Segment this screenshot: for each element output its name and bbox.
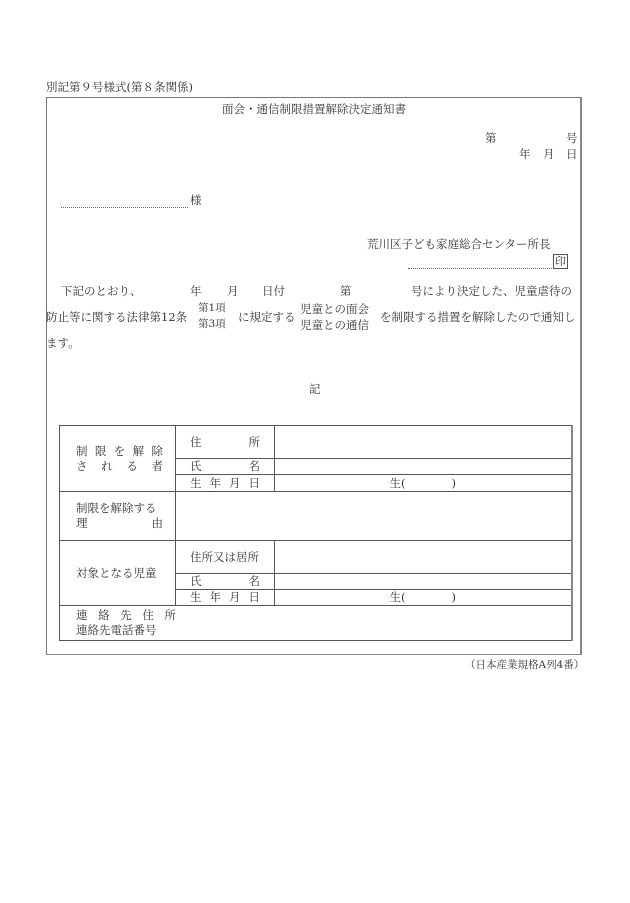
contact-phone-label: 連絡先電話番号 (76, 623, 157, 637)
reason-label: 制限を解除する 理 由 (60, 492, 176, 541)
date-day: 日 (566, 147, 578, 161)
address-label: 住 所 (176, 426, 275, 459)
birthdate-label: 生 年 月 日 (176, 475, 275, 492)
sender-name: 荒川区子ども家庭総合センター所長 (367, 237, 551, 251)
body-day-suffix: 日付 (262, 284, 285, 298)
released-person-name-field[interactable] (275, 459, 572, 475)
child-name-label: 氏 名 (176, 574, 275, 590)
form-number-label: 別記第９号様式(第８条関係) (46, 80, 193, 94)
details-table (59, 425, 573, 641)
restriction-option-visit: 児童との面会 (300, 302, 369, 316)
clause-option-1: 第1項 (198, 302, 226, 314)
released-person-address-field[interactable] (275, 426, 572, 459)
child-address-field[interactable] (275, 541, 572, 574)
table-row (60, 606, 572, 641)
body-intro: 下記のとおり、 (61, 284, 142, 298)
addressee-name-field[interactable] (61, 207, 188, 208)
body-month: 月 (227, 284, 239, 298)
contact-info-field[interactable] (60, 606, 572, 641)
clause-option-3: 第3項 (198, 318, 226, 330)
date-year: 年 (519, 147, 531, 161)
table-row (60, 426, 572, 459)
released-person-birthdate-field[interactable]: 生( ) (275, 475, 572, 492)
paper-size-note: （日本産業規格A列4番） (465, 659, 585, 671)
child-name-field[interactable] (275, 574, 572, 590)
target-child-label: 対象となる児童 (60, 541, 176, 606)
date-month: 月 (543, 147, 555, 161)
body-line3: ます。 (46, 336, 80, 350)
sender-signature-field[interactable] (408, 268, 552, 269)
body-year: 年 (190, 284, 202, 298)
body-line2-rest: を制限する措置を解除したので通知し (380, 310, 576, 324)
body-line1-rest: 号により決定した、児童虐待の (411, 284, 572, 298)
number-suffix: 号 (566, 131, 578, 145)
addressee-honorific: 様 (190, 193, 202, 207)
ki-heading: 記 (309, 382, 321, 396)
contact-address-label: 連 絡 先 住 所 (76, 608, 176, 622)
released-person-label: 制 限 を 解 除 さ れ る 者 (60, 426, 176, 492)
document-title: 面会・通信制限措置解除決定通知書 (222, 102, 406, 116)
reason-field[interactable] (176, 492, 572, 541)
name-label: 氏 名 (176, 459, 275, 475)
number-prefix: 第 (485, 131, 497, 145)
body-law-text: 防止等に関する法律第12条 (46, 310, 188, 324)
child-birthdate-field[interactable]: 生( ) (275, 590, 572, 606)
restriction-option-communication: 児童との通信 (300, 318, 369, 332)
seal-mark: 印 (555, 255, 566, 268)
body-defined-text: に規定する (238, 310, 296, 324)
child-birthdate-label: 生 年 月 日 (176, 590, 275, 606)
body-number-prefix: 第 (340, 284, 352, 298)
residence-label: 住所又は居所 (176, 541, 275, 574)
table-row (60, 541, 572, 574)
table-row (60, 492, 572, 541)
